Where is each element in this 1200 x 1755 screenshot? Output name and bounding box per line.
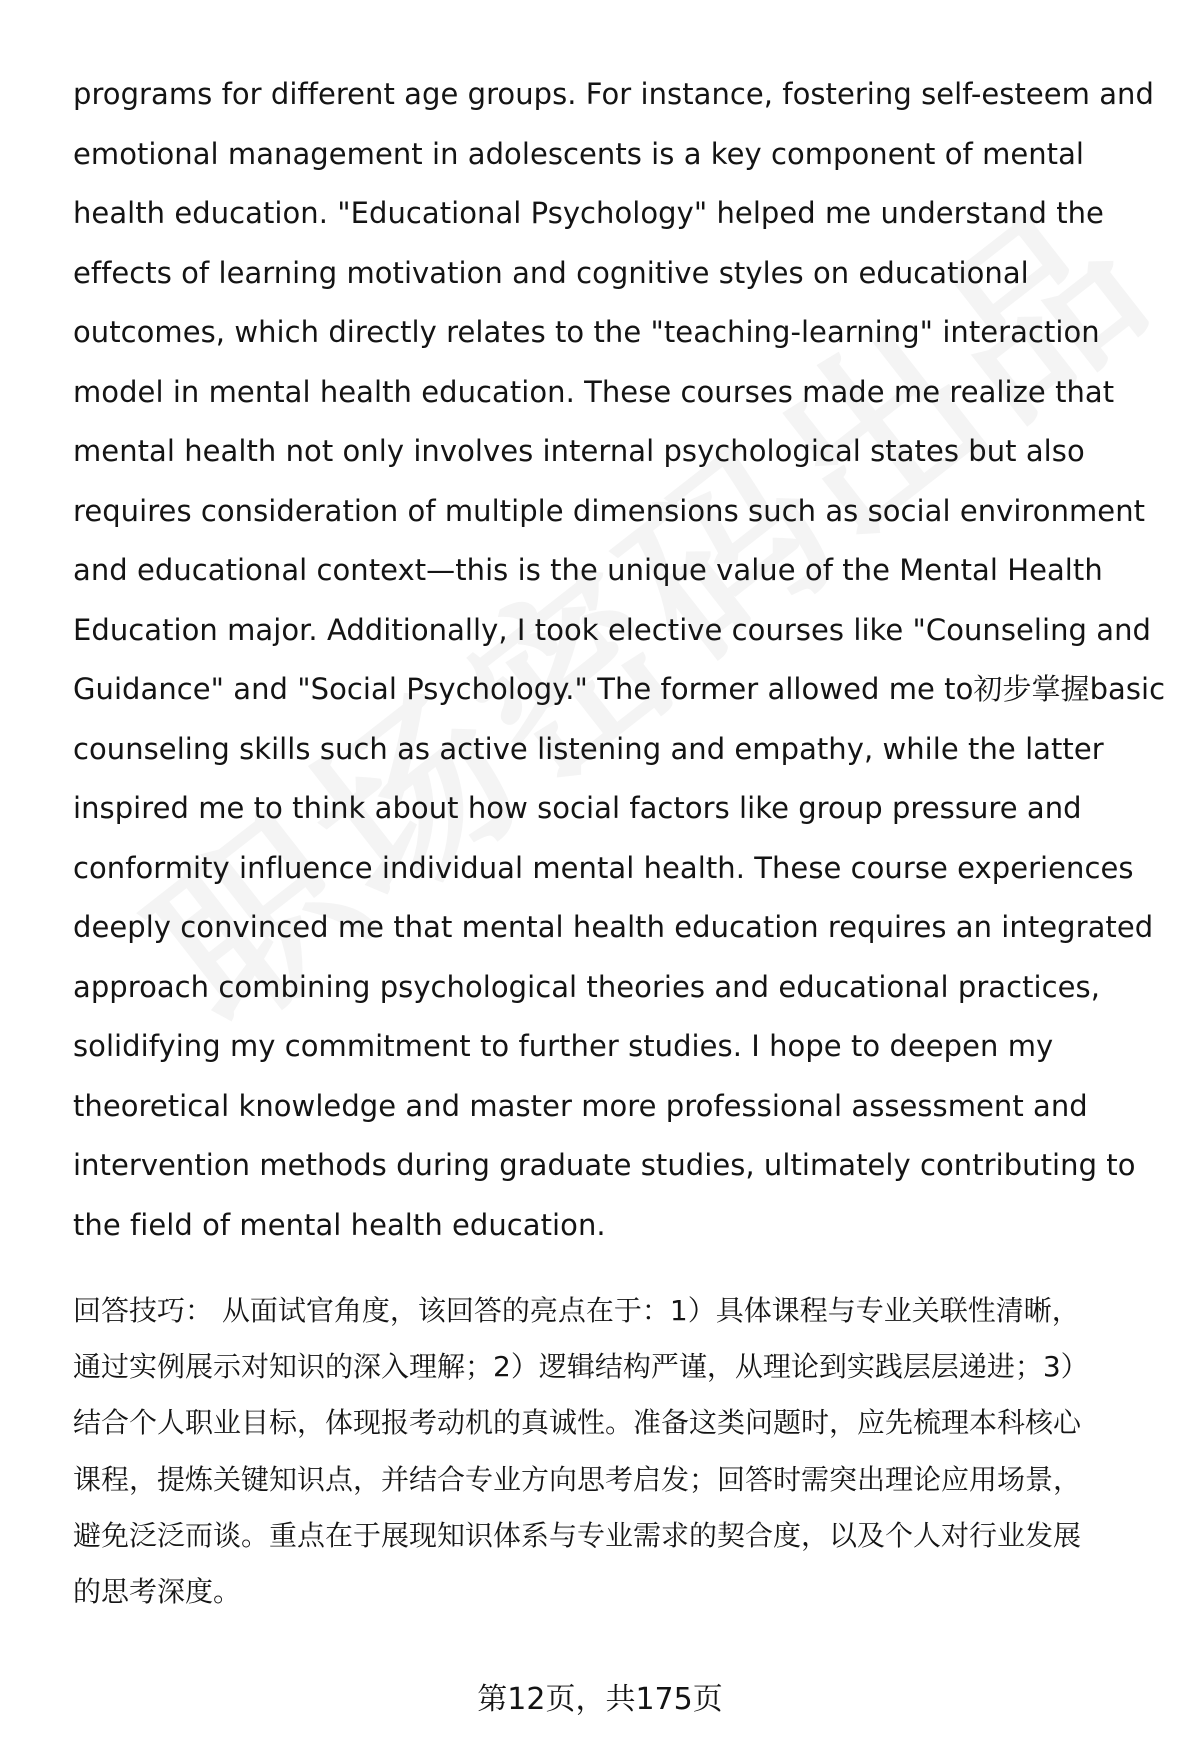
body-line: programs for different age groups. For instance, fostering self-esteem and	[73, 77, 1154, 111]
body-line: solidifying my commitment to further studies. I hope to deepen my	[73, 1029, 1054, 1063]
body-line: emotional management in adolescents is a key component of mental	[73, 136, 1085, 171]
body-line: inspired me to think about how social factors like group pressure and	[73, 791, 1082, 825]
body-line: deeply convinced me that mental health education requires an integrated	[73, 910, 1154, 944]
answer-body	[73, 65, 1166, 1255]
body-line: theoretical knowledge and master more professional assessment and	[73, 1088, 1088, 1123]
tips-line: 回答技巧： 从面试官角度，该回答的亮点在于：1）具体课程与专业关联性清晰，	[73, 1294, 1080, 1327]
page-number: 第12页，共175页	[477, 1682, 723, 1717]
body-line: Education major. Additionally, I took elective courses like "Counseling and	[73, 612, 1151, 647]
answer-tips	[73, 1283, 1153, 1620]
tips-line: 避免泛泛而谈。重点在于展现知识体系与专业需求的契合度，以及个人对行业发展	[73, 1518, 1082, 1552]
body-line: model in mental health education. These courses made me realize that	[73, 374, 1115, 409]
body-line: counseling skills such as active listening and empathy, while the latter	[73, 731, 1104, 766]
tips-line: 通过实例展示对知识的深入理解；2）逻辑结构严谨，从理论到实践层层递进；3）	[73, 1350, 1089, 1384]
body-line: requires consideration of multiple dimensions such as social environment	[73, 493, 1146, 528]
tips-line: 结合个人职业目标，体现报考动机的真诚性。准备这类问题时，应先梳理本科核心	[73, 1406, 1082, 1440]
tips-line: 的思考深度。	[73, 1574, 242, 1608]
body-line: Guidance" and "Social Psychology." The former allowed me to初步掌握basic	[73, 672, 1166, 706]
body-line: effects of learning motivation and cognitive styles on educational	[73, 255, 1029, 290]
body-line: health education. "Educational Psychology" helped me understand the	[73, 196, 1104, 230]
body-line: the field of mental health education.	[73, 1207, 606, 1242]
body-line: and educational context—this is the unique value of the Mental Health	[73, 553, 1103, 587]
tips-line: 课程，提炼关键知识点，并结合专业方向思考启发；回答时需突出理论应用场景，	[73, 1462, 1082, 1496]
body-line: conformity influence individual mental health. These course experiences	[73, 850, 1134, 885]
body-line: intervention methods during graduate studies, ultimately contributing to	[73, 1148, 1136, 1182]
body-line: outcomes, which directly relates to the "teaching-learning" interaction	[73, 315, 1100, 349]
body-line: mental health not only involves internal psychological states but also	[73, 434, 1085, 468]
body-line: approach combining psychological theories and educational practices,	[73, 969, 1100, 1004]
